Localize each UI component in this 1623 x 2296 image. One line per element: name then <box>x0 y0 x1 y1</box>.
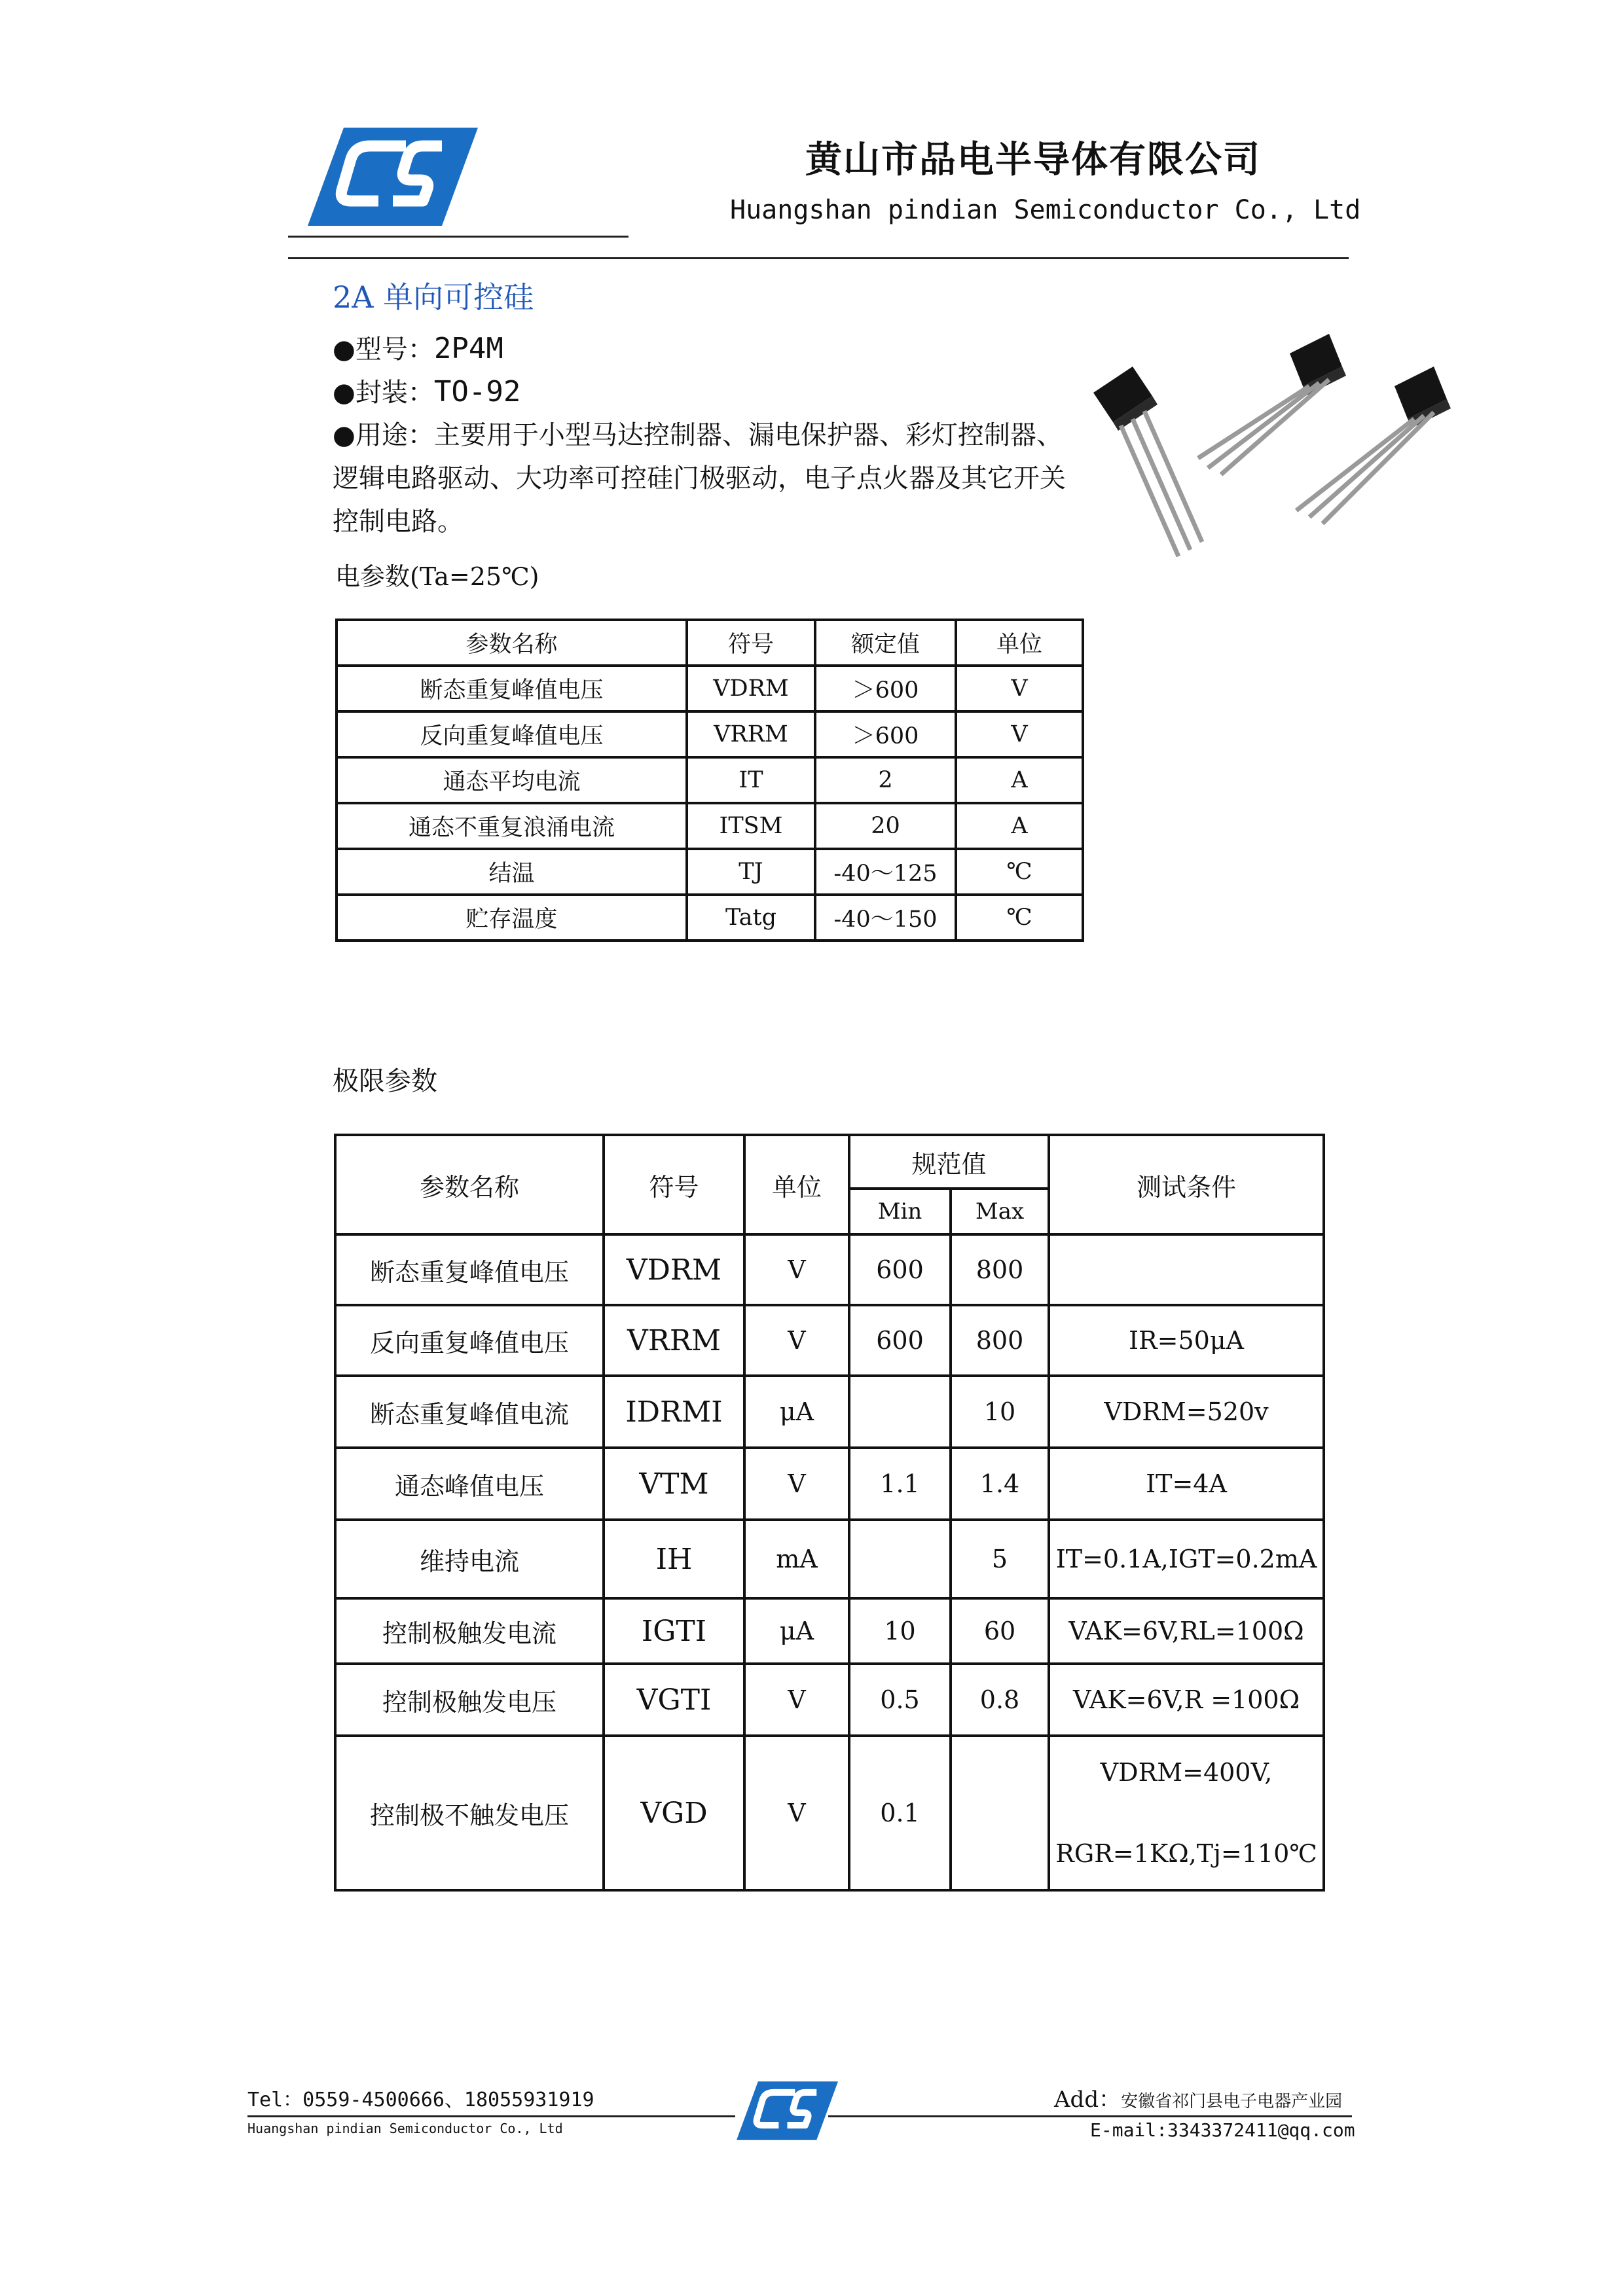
param-symbol: IDRMI <box>604 1376 744 1448</box>
param-max: 10 <box>951 1376 1049 1448</box>
param-min: 600 <box>849 1234 951 1305</box>
model-label: ●型号： <box>333 334 434 365</box>
table-row <box>337 666 1083 711</box>
param-min: 10 <box>849 1598 951 1664</box>
param-name: 控制极触发电流 <box>335 1598 604 1664</box>
product-title: 2A 单向可控硅 <box>333 279 534 315</box>
header-divider <box>288 257 1349 259</box>
param-rating: -40～125 <box>815 849 956 895</box>
param-min <box>849 1520 951 1598</box>
param-symbol: VRRM <box>687 711 815 757</box>
param-max: 1.4 <box>951 1448 1049 1520</box>
table-row <box>335 1520 1324 1598</box>
param-name: 控制极不触发电压 <box>335 1736 604 1890</box>
table-row <box>337 849 1083 895</box>
table-row <box>335 1234 1324 1305</box>
table-row <box>335 1448 1324 1520</box>
col-header: 符号 <box>687 620 815 666</box>
param-unit: A <box>956 757 1083 803</box>
col-header-max: Max <box>951 1189 1049 1234</box>
param-min: 0.1 <box>849 1736 951 1890</box>
table-row <box>337 711 1083 757</box>
table-row <box>335 1598 1324 1664</box>
param-cond: IR=50μA <box>1049 1305 1324 1376</box>
param-name: 贮存温度 <box>337 895 687 941</box>
param-unit: V <box>744 1736 849 1890</box>
table-row <box>335 1305 1324 1376</box>
logo-underline <box>288 236 629 238</box>
package-value: TO-92 <box>433 375 521 408</box>
col-header-name: 参数名称 <box>335 1135 604 1234</box>
param-unit: V <box>956 711 1083 757</box>
param-name: 断态重复峰值电流 <box>335 1376 604 1448</box>
col-header-min: Min <box>849 1189 951 1234</box>
param-name: 控制极触发电压 <box>335 1664 604 1736</box>
param-rating: ＞600 <box>815 711 956 757</box>
param-name: 通态平均电流 <box>337 757 687 803</box>
model-line <box>333 329 503 366</box>
col-header-unit: 单位 <box>744 1135 849 1234</box>
param-unit: μA <box>744 1376 849 1448</box>
param-symbol: VDRM <box>604 1234 744 1305</box>
col-header-symbol: 符号 <box>604 1135 744 1234</box>
model-value: 2P4M <box>433 332 503 365</box>
param-max: 800 <box>951 1234 1049 1305</box>
param-symbol: IH <box>604 1520 744 1598</box>
param-cond: IT=0.1A,IGT=0.2mA <box>1049 1520 1324 1598</box>
param-rating: 20 <box>815 803 956 849</box>
param-min <box>849 1376 951 1448</box>
param-rating: ＞600 <box>815 666 956 711</box>
table-row <box>337 757 1083 803</box>
param-symbol: Tatg <box>687 895 815 941</box>
table-header-row <box>335 1135 1324 1189</box>
table-row <box>335 1376 1324 1448</box>
param-min: 600 <box>849 1305 951 1376</box>
table-header-row <box>337 620 1083 666</box>
company-logo <box>308 128 478 226</box>
col-header-cond: 测试条件 <box>1049 1135 1324 1234</box>
footer-company-en: Huangshan pindian Semiconductor Co., Ltd <box>247 2121 563 2136</box>
footer-address <box>1054 2081 1342 2113</box>
param-rating: -40～150 <box>815 895 956 941</box>
param-symbol: VDRM <box>687 666 815 711</box>
footer-divider-left <box>247 2115 735 2117</box>
param-name: 断态重复峰值电压 <box>337 666 687 711</box>
col-header: 参数名称 <box>337 620 687 666</box>
param-unit: V <box>956 666 1083 711</box>
param-name: 断态重复峰值电压 <box>335 1234 604 1305</box>
param-name: 维持电流 <box>335 1520 604 1598</box>
table-row <box>335 1736 1324 1890</box>
param-symbol: VRRM <box>604 1305 744 1376</box>
param-cond-line1: VDRM=400V, <box>1100 1758 1273 1787</box>
param-cond: VAK=6V,RL=100Ω <box>1049 1598 1324 1664</box>
param-cond <box>1049 1736 1324 1890</box>
param-cond-line2: RGR=1KΩ,Tj=110℃ <box>1055 1839 1317 1868</box>
to92-product-image <box>1080 321 1473 576</box>
elec-params-caption: 电参数(Ta=25℃) <box>335 562 539 591</box>
param-unit: V <box>744 1305 849 1376</box>
table-row <box>337 895 1083 941</box>
param-min: 1.1 <box>849 1448 951 1520</box>
param-symbol: VGD <box>604 1736 744 1890</box>
param-cond: VAK=6V,R =100Ω <box>1049 1664 1324 1736</box>
package-line <box>333 372 520 409</box>
param-symbol: TJ <box>687 849 815 895</box>
elec-params-table <box>335 619 1084 942</box>
param-cond: VDRM=520v <box>1049 1376 1324 1448</box>
param-symbol: IT <box>687 757 815 803</box>
col-header: 单位 <box>956 620 1083 666</box>
company-name-en: Huangshan pindian Semiconductor Co., Ltd <box>730 195 1361 225</box>
param-unit: ℃ <box>956 895 1083 941</box>
param-symbol: VTM <box>604 1448 744 1520</box>
footer-logo <box>737 2081 838 2140</box>
col-header: 额定值 <box>815 620 956 666</box>
usage-text: ●用途：主要用于小型马达控制器、漏电保护器、彩灯控制器、逻辑电路驱动、大功率可控硅门极驱动，电子点火器及其它开关控制电路。 <box>333 420 1066 537</box>
param-name: 反向重复峰值电压 <box>335 1305 604 1376</box>
table-row <box>335 1664 1324 1736</box>
col-header-spec: 规范值 <box>849 1135 1049 1189</box>
company-name-cn: 黄山市品电半导体有限公司 <box>805 138 1261 181</box>
footer-address-label: Add： <box>1054 2087 1122 2113</box>
param-name: 通态不重复浪涌电流 <box>337 803 687 849</box>
limit-params-table <box>334 1134 1325 1892</box>
footer-address-value: 安徽省祁门县电子电器产业园 <box>1121 2092 1343 2111</box>
package-label: ●封装： <box>333 378 434 408</box>
param-unit: V <box>744 1448 849 1520</box>
param-max: 5 <box>951 1520 1049 1598</box>
param-cond: IT=4A <box>1049 1448 1324 1520</box>
limit-params-caption: 极限参数 <box>333 1066 437 1096</box>
param-symbol: VGTI <box>604 1664 744 1736</box>
param-max <box>951 1736 1049 1890</box>
param-symbol: IGTI <box>604 1598 744 1664</box>
param-rating: 2 <box>815 757 956 803</box>
param-max: 60 <box>951 1598 1049 1664</box>
param-unit: V <box>744 1234 849 1305</box>
param-unit: μA <box>744 1598 849 1664</box>
param-min: 0.5 <box>849 1664 951 1736</box>
param-unit: ℃ <box>956 849 1083 895</box>
table-row <box>337 803 1083 849</box>
param-unit: A <box>956 803 1083 849</box>
param-name: 反向重复峰值电压 <box>337 711 687 757</box>
footer-email: E-mail:3343372411@qq.com <box>1090 2119 1355 2141</box>
param-max: 800 <box>951 1305 1049 1376</box>
param-max: 0.8 <box>951 1664 1049 1736</box>
footer-divider-right <box>828 2115 1352 2117</box>
param-unit: V <box>744 1664 849 1736</box>
param-symbol: ITSM <box>687 803 815 849</box>
footer-tel: Tel：0559-4500666、18055931919 <box>247 2089 594 2111</box>
param-unit: mA <box>744 1520 849 1598</box>
param-cond <box>1049 1234 1324 1305</box>
param-name: 通态峰值电压 <box>335 1448 604 1520</box>
param-name: 结温 <box>337 849 687 895</box>
